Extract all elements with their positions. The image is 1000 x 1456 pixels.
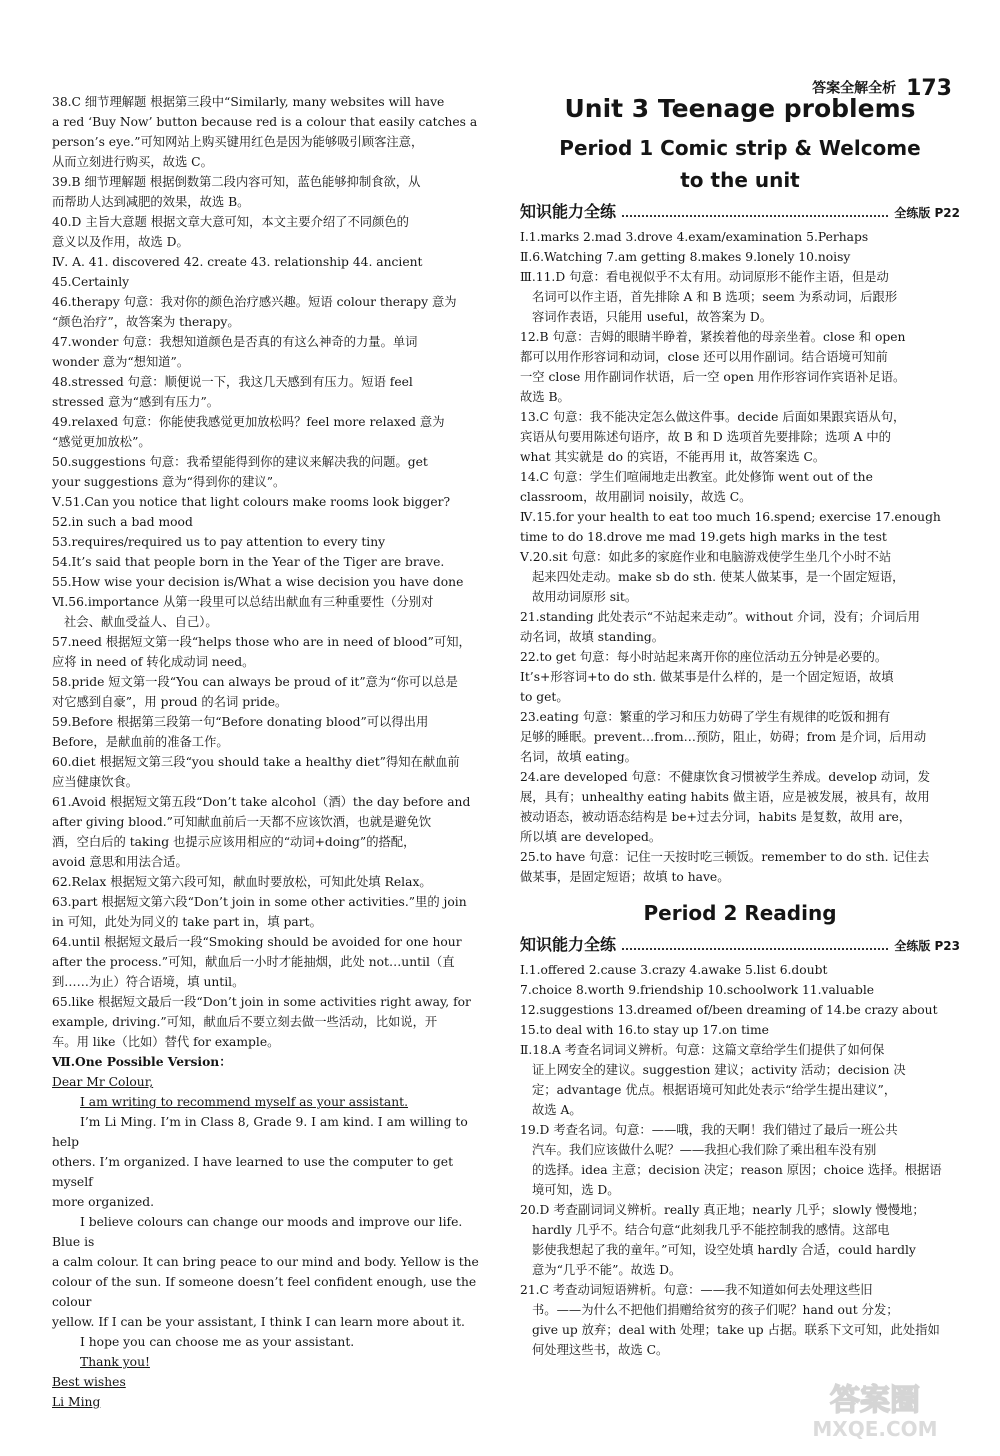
text-line: 57.need 根据短文第一段“helps those who are in need of blood”可知， bbox=[52, 635, 471, 649]
text-line: 影使我想起了我的童年。”可知，设空处填 hardly 合适，could hardly bbox=[532, 1243, 916, 1257]
text-line: Best wishes bbox=[52, 1375, 126, 1389]
unit-title: Unit 3 Teenage problems bbox=[564, 94, 916, 123]
text-line: others. I’m organized. I have learned to use the computer to get myself bbox=[52, 1155, 454, 1189]
text-line: 被动语态，被动语态结构是 be+过去分词，habits 是复数，故用 are， bbox=[520, 810, 912, 824]
text-line: 54.It’s said that people born in the Year of the Tiger are brave. bbox=[52, 555, 445, 569]
text-line: more organized. bbox=[52, 1195, 155, 1209]
text-line: 24.are developed 句意：不健康饮食习惯被学生养成。develop 动词，发 bbox=[520, 770, 931, 784]
text-line: give up 放弃；deal with 处理；take up 占据。联系下文可知，此处指如 bbox=[532, 1323, 940, 1337]
text-line: 50.suggestions 句意：我希望能得到你的建议来解决我的问题。get bbox=[52, 455, 428, 469]
text-line: in 可知，此处为同义的 take part in，填 part。 bbox=[52, 915, 322, 929]
text-line: avoid 意思和用法合适。 bbox=[52, 855, 188, 869]
text-line: 55.How wise your decision is/What a wise decision you have done bbox=[52, 575, 464, 589]
text-line: 动名词，故填 standing。 bbox=[520, 630, 665, 644]
text-line: Ⅰ.1.offered 2.cause 3.crazy 4.awake 5.list 6.doubt bbox=[520, 963, 828, 977]
text-line: Ⅳ.15.for your health to eat too much 16.spend; exercise 17.enough bbox=[520, 510, 941, 524]
text-line: It’s+形容词+to do sth. 做某事是什么样的，是一个固定短语，故填 bbox=[520, 670, 894, 684]
text-line: 38.C 细节理解题 根据第三段中“Similarly, many websites will have bbox=[52, 95, 445, 109]
text-line: 故用动词原形 sit。 bbox=[532, 590, 638, 604]
text-line: 何处理这些书，故选 C。 bbox=[532, 1343, 669, 1357]
text-line: 58.pride 短文第一段“You can always be proud of it”意为“你可以总是 bbox=[52, 675, 458, 689]
text-line: 52.in such a bad mood bbox=[52, 515, 193, 529]
text-line: 60.diet 根据短文第三段“you should take a healthy diet”得知在献血前 bbox=[52, 755, 460, 769]
text-line: 7.choice 8.worth 9.friendship 10.schoolwork 11.valuable bbox=[520, 983, 875, 997]
text-line: Ⅰ.1.marks 2.mad 3.drove 4.exam/examination 5.Perhaps bbox=[520, 230, 869, 244]
text-line: 45.Certainly bbox=[52, 275, 130, 289]
text-line: 都可以用作形容词和动词，close 还可以用作副词。结合语境可知前 bbox=[520, 350, 888, 364]
text-line: 容词作表语，只能用 useful，故答案为 D。 bbox=[532, 310, 773, 324]
text-line: example, driving.”可知，献血后不要立刻去做一些活动，比如说，开 bbox=[52, 1015, 438, 1029]
text-line: 所以填 are developed。 bbox=[520, 830, 662, 844]
text-line: yellow. If I can be your assistant, I think I can learn more about it. bbox=[52, 1315, 465, 1329]
text-line: 15.to deal with 16.to stay up 17.on time bbox=[520, 1023, 769, 1037]
section-page-ref: 全练版 P22 bbox=[894, 206, 960, 220]
text-line: I’m Li Ming. I’m in Class 8, Grade 9. I am kind. I am willing to help bbox=[52, 1115, 468, 1149]
text-line: 对它感到自豪”，用 proud 的名词 pride。 bbox=[52, 695, 288, 709]
text-line: classroom，故用副词 noisily，故选 C。 bbox=[520, 490, 752, 504]
text-line: 名词，故填 eating。 bbox=[520, 750, 637, 764]
text-line: Li Ming bbox=[52, 1395, 101, 1409]
period1-title-line2: to the unit bbox=[680, 168, 800, 192]
text-line: 到……为止）符合语境，填 until。 bbox=[52, 975, 245, 989]
text-line: “感觉更加放松”。 bbox=[52, 435, 151, 449]
text-line: I am writing to recommend myself as your assistant. bbox=[80, 1095, 409, 1109]
text-line: 12.suggestions 13.dreamed of/been dreaming of 14.be crazy about bbox=[520, 1003, 938, 1017]
text-line: 宾语从句要用陈述句语序，故 B 和 D 选项首先要排除；选项 A 中的 bbox=[520, 430, 891, 444]
text-line: 汽车。我们应该做什么呢？——我担心我们除了乘出租车没有别 bbox=[532, 1143, 877, 1157]
text-line: 20.D 考查副词词义辨析。really 真正地；nearly 几乎；slowly 慢慢地； bbox=[520, 1203, 925, 1217]
text-line: I believe colours can change our moods and improve our life. Blue is bbox=[52, 1215, 463, 1249]
text-line: Ⅴ.20.sit 句意：如此多的家庭作业和电脑游戏使学生坐几个小时不站 bbox=[520, 550, 892, 564]
text-line: 意为“几乎不能”。故选 D。 bbox=[532, 1263, 682, 1277]
text-line: 故选 A。 bbox=[532, 1103, 582, 1117]
text-line: colour of the sun. If someone doesn’t feel confident enough, use the colour bbox=[52, 1275, 477, 1309]
text-line: 酒，空白后的 taking 也提示应该用相应的“动词+doing”的搭配， bbox=[52, 835, 416, 849]
section-label: 知识能力全练 bbox=[520, 935, 617, 954]
text-line: Ⅵ.56.importance 从第一段里可以总结出献血有三种重要性（分别对 bbox=[52, 595, 434, 609]
right-column bbox=[520, 92, 960, 1360]
text-line: 47.wonder 句意：我想知道颜色是否真的有这么神奇的力量。单词 bbox=[52, 335, 418, 349]
text-line: Thank you! bbox=[80, 1355, 150, 1369]
text-line: 12.B 句意：吉姆的眼睛半睁着，紧挨着他的母亲坐着。close 和 open bbox=[520, 330, 906, 344]
text-line: 53.requires/required us to pay attention to every tiny bbox=[52, 535, 386, 549]
page-number: 173 bbox=[906, 75, 952, 101]
text-line: 展，具有；unhealthy eating habits 做主语，应是被发展，被具有，故用 bbox=[520, 790, 930, 804]
text-line: Dear Mr Colour, bbox=[52, 1075, 154, 1089]
text-line: 从而立刻进行购买，故选 C。 bbox=[52, 155, 213, 169]
section-header-1 bbox=[520, 202, 960, 223]
text-line: I hope you can choose me as your assistant. bbox=[80, 1335, 355, 1349]
text-line: 意义以及作用，故选 D。 bbox=[52, 235, 189, 249]
text-line: 的选择。idea 主意；decision 决定；reason 原因；choice 选择。根据语 bbox=[532, 1163, 942, 1177]
text-line: 足够的睡眠。prevent…from…预防，阻止，妨碍；from 是介词，后用动 bbox=[520, 730, 927, 744]
text-line: 63.part 根据短文第六段“Don’t join in some other activities.”里的 join bbox=[52, 895, 467, 909]
text-line: hardly 几乎不。结合句意“此刻我几乎不能控制我的感情。这部电 bbox=[532, 1223, 890, 1237]
text-line: 19.D 考查名词。句意：——哦，我的天啊！我们错过了最后一班公共 bbox=[520, 1123, 898, 1137]
text-line: 21.C 考查动词短语辨析。句意：——我不知道如何去处理这些旧 bbox=[520, 1283, 873, 1297]
header-title: 答案全解全析 bbox=[812, 80, 897, 97]
text-line: person’s eye.”可知网站上购买键用红色是因为能够吸引顾客注意， bbox=[52, 135, 424, 149]
watermark-line1: 答案圈 bbox=[830, 1383, 920, 1418]
dot-leader bbox=[622, 940, 888, 950]
text-line: wonder 意为“想知道”。 bbox=[52, 355, 190, 369]
text-line: 14.C 句意：学生们喧闹地走出教室。此处修饰 went out of the bbox=[520, 470, 873, 484]
period2-answers bbox=[520, 960, 960, 1360]
text-line: 65.like 根据短文最后一段“Don’t join in some activities right away, for bbox=[52, 995, 471, 1009]
text-line: 64.until 根据短文最后一段“Smoking should be avoided for one hour bbox=[52, 935, 462, 949]
section-page-ref: 全练版 P23 bbox=[894, 939, 960, 953]
text-line: “颜色治疗”，故答案为 therapy。 bbox=[52, 315, 240, 329]
text-line: 46.therapy 句意：我对你的颜色治疗感兴趣。短语 colour therapy 意为 bbox=[52, 295, 457, 309]
text-line: 48.stressed 句意：顺便说一下，我这几天感到有压力。短语 feel bbox=[52, 375, 413, 389]
text-line: time to do 18.drove me mad 19.gets high marks in the test bbox=[520, 530, 887, 544]
text-line: Ⅴ.51.Can you notice that light colours make rooms look bigger? bbox=[52, 495, 451, 509]
text-line: Ⅱ.18.A 考查名词词义辨析。句意：这篇文章给学生们提供了如何保 bbox=[520, 1043, 885, 1057]
text-line: 25.to have 句意：记住一天按时吃三顿饭。remember to do sth. 记住去 bbox=[520, 850, 930, 864]
section-label: 知识能力全练 bbox=[520, 202, 617, 221]
text-line: 一空 close 用作副词作状语，后一空 open 用作形容词作宾语补足语。 bbox=[520, 370, 906, 384]
text-line: 境可知，选 D。 bbox=[532, 1183, 620, 1197]
period1-title-line1: Period 1 Comic strip & Welcome bbox=[559, 136, 921, 160]
watermark-logo bbox=[790, 1374, 960, 1444]
text-line: 起来四处走动。make sb do sth. 使某人做某事，是一个固定短语， bbox=[532, 570, 905, 584]
section-header-2 bbox=[520, 935, 960, 956]
text-line: 而帮助人达到减肥的效果，故选 B。 bbox=[52, 195, 250, 209]
text-line: after the process.”可知，献血后一小时才能抽烟，此处 not…until（直 bbox=[52, 955, 455, 969]
text-line: 做某事，是固定短语；故填 to have。 bbox=[520, 870, 730, 884]
text-line: Ⅳ. A. 41. discovered 42. create 43. relationship 44. ancient bbox=[52, 255, 423, 269]
text-line: a red ‘Buy Now’ button because red is a colour that easily catches a bbox=[52, 115, 478, 129]
text-line: Ⅲ.11.D 句意：看电视似乎不太有用。动词原形不能作主语，但是动 bbox=[520, 270, 889, 284]
text-line: 61.Avoid 根据短文第五段“Don’t take alcohol（酒）the day before and bbox=[52, 795, 471, 809]
text-line: 39.B 细节理解题 根据倒数第二段内容可知，蓝色能够抑制食欲，从 bbox=[52, 175, 421, 189]
text-line: 21.standing 此处表示“不站起来走动”。without 介词，没有；介词后用 bbox=[520, 610, 920, 624]
text-line: 应将 in need of 转化成动词 need。 bbox=[52, 655, 255, 669]
text-line: after giving blood.”可知献血前后一天都不应该饮酒，也就是避免饮 bbox=[52, 815, 432, 829]
text-line: 49.relaxed 句意：你能使我感觉更加放松吗？feel more relaxed 意为 bbox=[52, 415, 445, 429]
period2-title: Period 2 Reading bbox=[643, 901, 837, 925]
text-line: 名词可以作主语，首先排除 A 和 B 选项；seem 为系动词，后跟形 bbox=[532, 290, 898, 304]
text-line: a calm colour. It can bring peace to our mind and body. Yellow is the bbox=[52, 1255, 479, 1269]
text-line: 59.Before 根据第三段第一句“Before donating blood”可以得出用 bbox=[52, 715, 429, 729]
left-column bbox=[52, 92, 494, 1412]
text-line: 62.Relax 根据短文第六段可知，献血时要放松，可知此处填 Relax。 bbox=[52, 875, 432, 889]
text-line: 40.D 主旨大意题 根据文章大意可知，本文主要介绍了不同颜色的 bbox=[52, 215, 409, 229]
dot-leader bbox=[622, 207, 888, 217]
text-line: 社会、献血受益人、自己）。 bbox=[64, 615, 218, 629]
text-line: 22.to get 句意：每小时站起来离开你的座位活动五分钟是必要的。 bbox=[520, 650, 888, 664]
text-line: 证上网安全的建议。suggestion 建议；activity 活动；decision 决 bbox=[532, 1063, 906, 1077]
text-line: Ⅶ.One Possible Version： bbox=[52, 1054, 232, 1069]
text-line: 书。——为什么不把他们捐赠给贫穷的孩子们呢？hand out 分发； bbox=[532, 1303, 899, 1317]
text-line: 23.eating 句意：繁重的学习和压力妨碍了学生有规律的吃饭和拥有 bbox=[520, 710, 891, 724]
text-line: Ⅱ.6.Watching 7.am getting 8.makes 9.lonely 10.noisy bbox=[520, 250, 851, 264]
text-line: Before，是献血前的准备工作。 bbox=[52, 735, 229, 749]
text-line: 应当健康饮食。 bbox=[52, 775, 139, 789]
text-line: stressed 意为“感到有压力”。 bbox=[52, 395, 220, 409]
text-line: to get。 bbox=[520, 690, 569, 704]
text-line: 定；advantage 优点。根据语境可知此处表示“给学生提出建议”， bbox=[532, 1083, 897, 1097]
text-line: what 其实就是 do 的宾语，不能再用 it，故答案选 C。 bbox=[520, 450, 826, 464]
text-line: your suggestions 意为“得到你的建议”。 bbox=[52, 475, 286, 489]
text-line: 13.C 句意：我不能决定怎么做这件事。decide 后面如果跟宾语从句， bbox=[520, 410, 906, 424]
watermark-line2: MXQE.COM bbox=[812, 1417, 938, 1441]
text-line: 车。用 like（比如）替代 for example。 bbox=[52, 1035, 280, 1049]
text-line: 故选 B。 bbox=[520, 390, 570, 404]
period1-answers bbox=[520, 227, 960, 887]
